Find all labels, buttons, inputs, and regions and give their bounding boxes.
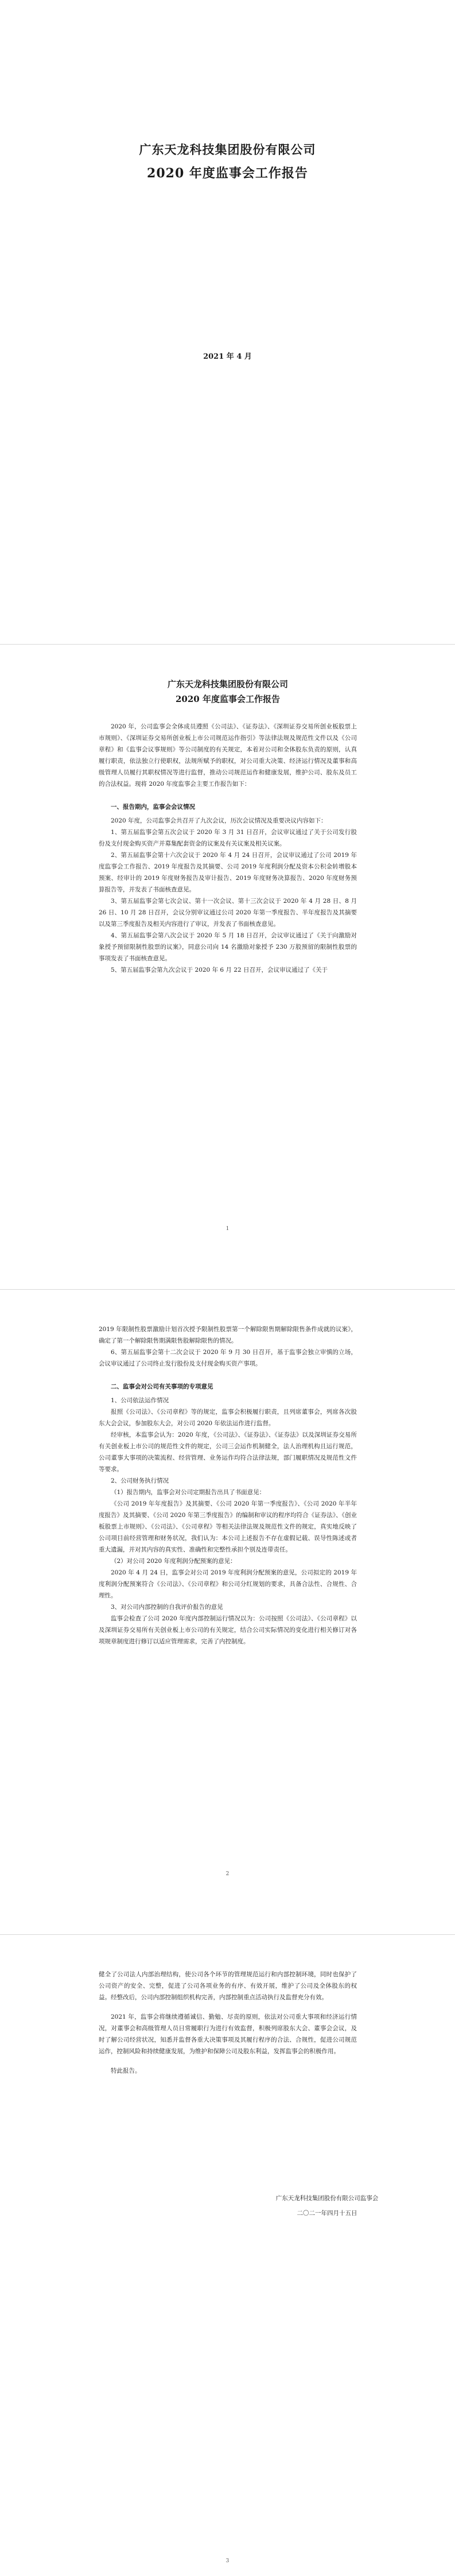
report-page-1: [0, 645, 455, 1288]
closing-line: 特此报告。: [111, 2067, 141, 2074]
finance-item-1-title: （1）报告期内，监事会对公司定期报告出具了书面意见：: [111, 1489, 266, 1496]
meeting-item-5: 5、第五届监事会第九次会议于 2020 年 6 月 22 日召开，会议审议通过了《关于: [111, 967, 328, 973]
meeting-item-5-continued: 2019 年限制性股票激励计划首次授予限制性股票第一个解除限售期解除限售条件成就的议案》，确定了第一个解除限售期满限售股解除限售的情况。: [99, 1326, 357, 1344]
report-page-2: [0, 1290, 455, 1933]
finance-item-1-body: 《公司 2019 年年度报告》及其摘要、《公司 2020 年第一季度报告》、《公司 2020 年半年度报告》及其摘要、《公司 2020 年第三季度报告》的编制和审议的程序均符合《证券法》、《创业板股票上市规则》、《公司法》、《公司章程》等相关法律法规及规范性文件的规定，真实地反映了公司项目前经营管理和财务状况，我们认为：本公司上述报告不存在虚假记载、误导性陈述或者重大遗漏，并对其内容的真实性、准确性和完整性承担个别及连带责任。: [99, 1500, 357, 1553]
meeting-item-2: 2、第五届监事会第十六次会议于 2020 年 4 月 24 日召开，会议审议通过了公司 2019 年度监事会工作报告、2019 年度报告及其摘要、公司 2019 年度利润分配及资本公积金转增股本预案、经审计的 2019 年度财务报告及审计报告、2019 年度财务决算报告、2020 年度财务预算报告等，并发表了书面核查意见。: [99, 852, 357, 893]
report-page-3: [0, 1935, 455, 2576]
subheading-legal-operation: 1、公司依法运作情况: [111, 1397, 169, 1404]
page-divider: [0, 1289, 455, 1290]
page-number: 2: [225, 1871, 230, 1877]
meeting-item-1: 1、第五届监事会第五次会议于 2020 年 3 月 31 日召开，会议审议通过了关于公司发行股份及支付现金购买资产并募集配套资金的议案及有关议案及相关议案。: [99, 829, 357, 847]
cover-page: [0, 0, 455, 643]
page-1-body: [99, 678, 357, 976]
internal-control-paragraph: 监事会检查了公司 2020 年度内部控制运行情况以为：公司按照《公司法》、《公司章程》以及深圳证券交易所有关创业板上市公司的有关规定，结合公司实际情况的变化进行相关修订对各项规章制度进行修订以适应管理需求，完善了内控制度。: [99, 1615, 357, 1645]
meetings-summary: 2020 年度，公司监事会共召开了九次会议，历次会议情况及重要决议内容如下：: [111, 817, 327, 824]
finance-item-2-title: （2）对公司 2020 年度利润分配预案的意见：: [111, 1558, 236, 1565]
finance-item-2-body: 2020 年 4 月 24 日，监事会对公司 2019 年度利润分配预案的意见，公司拟定的 2019 年度利润分配预案符合《公司法》、《公司章程》和公司分红规划的要求，具备合法性、合规性、合理性。: [99, 1569, 357, 1599]
page-number: 1: [225, 1226, 230, 1232]
intro-paragraph: 2020 年，公司监事会全体成员遵照《公司法》、《证券法》、《深圳证券交易所创业板股票上市规则》、《深圳证券交易所创业板上市公司规范运作指引》等法律法规及规范性文件以及《公司章程》和《监事会议事规则》等公司制度的有关规定，本着对公司和全体股东负责的原则，认真履行职责，依法独立行使职权，法规所赋予的职权，对公司重大决策、经济运行情况及董事和高级管理人员履行其职权情况等进行监督，推动公司规范运作和健康发展，维护公司、股东及员工的合法权益。现将 2020 年度监事会主要工作报告如下：: [99, 723, 357, 787]
legal-operation-paragraph: 报照《公司法》、《公司章程》等的规定，监事会积极履行职责，且列席董事会，列席各次股东大会会议，参加股东大会，对公司 2020 年依法运作进行监督。: [99, 1409, 357, 1427]
internal-control-continued: 健全了公司法人内部治理结构，使公司各个环节的管理规范运行和内部控制环境，同时也保护了公司资产的安全、完整，促进了公司各项业务的有序、有效开展，维护了公司及全体股东的权益。经整改后，公司内部控制组织机构完善，内部控制重点活动执行及监督充分有效。: [99, 1971, 357, 2001]
page-number: 3: [225, 2558, 230, 2564]
signature-date: 二〇二一年四月十五日: [297, 2210, 357, 2217]
section-heading-meetings: 一、报告期内，监事会会议情况: [111, 804, 195, 810]
cover-report-title: 2020 年度监事会工作报告: [147, 166, 308, 181]
meeting-item-6: 6、第五届监事会第十二次会议于 2020 年 9 月 30 日召开，基于监事会独立审慎的立场，会议审议通过了公司终止发行股份及支付现金购买资产事项。: [99, 1349, 357, 1367]
signature-block: [270, 2191, 384, 2221]
page-divider: [0, 644, 455, 645]
plan-2021-paragraph: 2021 年，监事会将继续遵循诚信、勤勉、尽责的原则，依法对公司重大事项和经济运行情况，对董事会和高级管理人员日常履职行为进行有效监督，积极列席股东大会、董事会会议，及时了解公司经营状况，知悉并监督各重大决策事项及其履行程序的合法、合规性，促进公司规范运作，控制风险和持续健康发展，为维护和保障公司及股东利益，发挥监事会的积极作用。: [99, 2014, 357, 2055]
cover-date: 2021 年 4 月: [203, 352, 252, 361]
meeting-item-3: 3、第五届监事会第七次会议、第十一次会议、第十三次会议于 2020 年 4 月 28 日、8 月 26 日、10 月 28 日召开，会议分别审议通过公司 2020 年第一季度报告、半年度报告及其摘要以及第三季度报告及相关内容进行了审议，并发表了书面核查意见。: [99, 898, 357, 928]
page-divider: [0, 1934, 455, 1935]
subheading-finance: 2、公司财务执行情况: [111, 1477, 169, 1484]
signature-organization: 广东天龙科技集团股份有限公司监事会: [275, 2195, 379, 2202]
cover-company-name: 广东天龙科技集团股份有限公司: [139, 142, 316, 157]
page-3-body: [99, 1969, 357, 2077]
section-heading-opinions: 二、监事会对公司有关事项的专项意见: [111, 1383, 213, 1390]
page-2-body: [99, 1324, 357, 1647]
meeting-item-4: 4、第五届监事会第八次会议于 2020 年 5 月 18 日召开，会议审议通过了《关于向激励对象授予预留限制性股票的议案》，同意公司向 14 名激励对象授予 230 万股预留的限制性股票的事项发表了书面核查意见。: [99, 932, 357, 962]
page-company-name: 广东天龙科技集团股份有限公司: [167, 679, 288, 689]
legal-operation-review: 经审核，本监事会认为：2020 年度，《公司法》、《证券法》、《证券法》以及深圳证券交易所有关创业板上市公司的规范性文件的规定，公司三会运作机制健全，法人治理机构且运行规范，公司董事大事项的决策流程、经营管理、业务运作均符合法律法规，部门履职情况及规范性文件等要求。: [99, 1431, 357, 1473]
page-report-title: 2020 年度监事会工作报告: [176, 694, 280, 704]
subheading-internal-control: 3、对公司内部控制的自我评价报告的意见: [111, 1604, 223, 1611]
